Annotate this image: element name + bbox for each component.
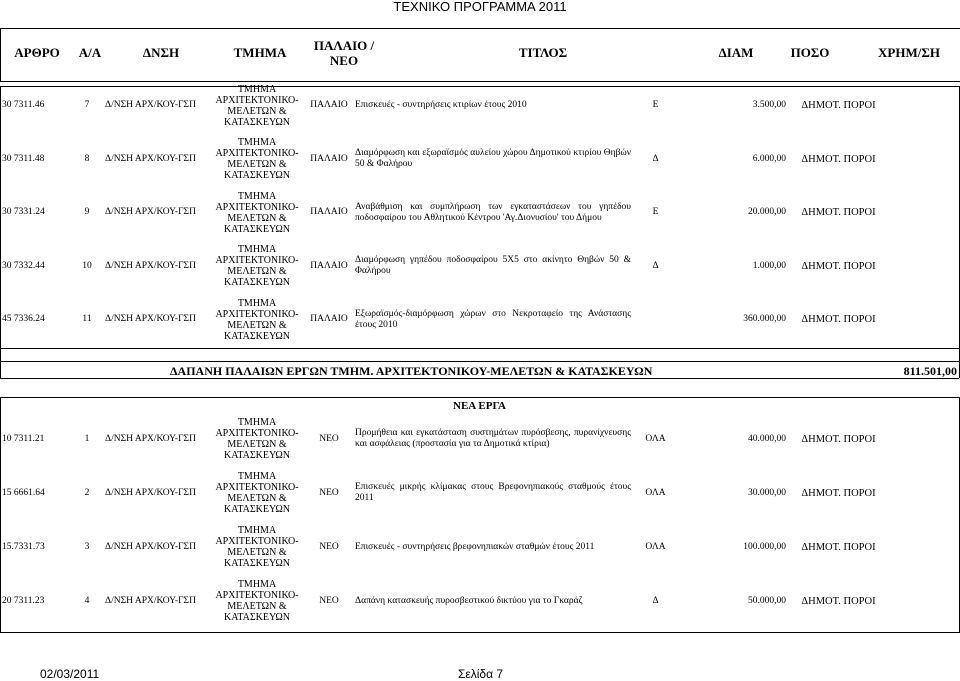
funding: ΔΗΜΟΤ. ΠΟΡΟΙ	[801, 314, 876, 326]
district: ΟΛΑ	[645, 541, 666, 552]
department-line: ΤΜΗΜΑ	[237, 525, 277, 536]
project-status: ΝΕΟ	[319, 433, 339, 444]
new-projects-table	[0, 412, 891, 628]
funding: ΔΗΜΟΤ. ΠΟΡΟΙ	[801, 541, 876, 553]
table-row	[0, 133, 891, 187]
department-line: ΚΑΤΑΣΚΕΥΩΝ	[223, 223, 290, 235]
department-line: ΚΑΤΑΣΚΕΥΩΝ	[223, 558, 290, 569]
amount: 3.500,00	[752, 100, 786, 111]
department-line: ΜΕΛΕΤΩΝ &	[227, 547, 287, 558]
department-line: ΜΕΛΕΤΩΝ &	[227, 105, 287, 117]
district: ΟΛΑ	[645, 433, 666, 444]
project-status: ΠΑΛΑΙΟ	[310, 314, 348, 325]
project-status: ΝΕΟ	[319, 487, 339, 498]
table-row	[0, 412, 891, 466]
funding: ΔΗΜΟΤ. ΠΟΡΟΙ	[801, 260, 876, 272]
row-number: 9	[84, 207, 90, 218]
department-line: ΑΡΧΙΤΕΚΤΟΝΙΚΟ-	[215, 201, 299, 213]
department	[211, 466, 303, 520]
amount: 6.000,00	[752, 153, 786, 164]
row-number: 11	[82, 314, 92, 325]
department-line: ΤΜΗΜΑ	[237, 417, 277, 428]
department-line: ΑΡΧΙΤΕΚΤΟΝΙΚΟ-	[215, 255, 299, 267]
total-label: ΔΑΠΑΝΗ ΠΑΛΑΙΩΝ ΕΡΓΩΝ ΤΜΗΜ. ΑΡΧΙΤΕΚΤΟΝΙΚΟΥ-ΜΕΛΕΤΩΝ & ΚΑΤΑΣΚΕΥΩΝ	[170, 364, 653, 378]
header-tmima: ΤΜΗΜΑ	[233, 45, 287, 60]
project-status: ΠΑΛΑΙΟ	[310, 100, 348, 111]
department-line: ΜΕΛΕΤΩΝ &	[227, 319, 287, 331]
directorate: Δ/ΝΣΗ ΑΡΧ/ΚΟΥ-ΓΣΠ	[105, 541, 196, 552]
directorate: Δ/ΝΣΗ ΑΡΧ/ΚΟΥ-ΓΣΠ	[105, 207, 196, 218]
project-status: ΝΕΟ	[319, 541, 339, 552]
department-line: ΤΜΗΜΑ	[237, 137, 277, 149]
amount: 30.000,00	[748, 487, 786, 498]
amount: 20.000,00	[748, 207, 786, 218]
department-line: ΑΡΧΙΤΕΚΤΟΝΙΚΟ-	[215, 536, 299, 547]
header-poso: ΠΟΣΟ	[790, 45, 830, 60]
total-separator-2	[0, 361, 959, 362]
old-projects-table	[0, 79, 891, 347]
district: Δ	[652, 260, 659, 271]
department-line: ΚΑΤΑΣΚΕΥΩΝ	[223, 450, 290, 461]
row-number: 1	[84, 433, 90, 444]
project-status: ΠΑΛΑΙΟ	[310, 153, 348, 164]
project-title: Προμήθεια και εγκατάσταση συστημάτων πυρόσβεσης, πυρανίχνευσης και ασφάλειας (προστασία για τα Δημοτικά κτίρια)	[355, 428, 631, 449]
article-code: 30 7311.46	[2, 100, 45, 111]
project-title: Διαμόρφωση γηπέδου ποδοσφαίρου 5Χ5 στο ακίνητο Θηβών 50 & Φαλήρου	[355, 255, 631, 277]
row-number: 8	[84, 153, 90, 164]
department-line: ΤΜΗΜΑ	[237, 297, 277, 309]
department-line: ΜΕΛΕΤΩΝ &	[227, 159, 287, 171]
directorate: Δ/ΝΣΗ ΑΡΧ/ΚΟΥ-ΓΣΠ	[105, 314, 196, 325]
project-title: Επισκευές - συντηρήσεις βρεφονηπιακών σταθμών έτους 2011	[355, 541, 595, 552]
department-line: ΚΑΤΑΣΚΕΥΩΝ	[223, 612, 290, 623]
department-line: ΤΜΗΜΑ	[237, 579, 277, 590]
total-bottom-line	[0, 378, 959, 379]
district: Δ	[652, 153, 659, 164]
article-code: 30 7331.24	[2, 207, 45, 218]
department-line: ΚΑΤΑΣΚΕΥΩΝ	[223, 330, 290, 342]
amount: 100.000,00	[743, 541, 786, 552]
funding: ΔΗΜΟΤ. ΠΟΡΟΙ	[801, 153, 876, 165]
district	[631, 293, 680, 347]
amount: 1.000,00	[752, 260, 786, 271]
header-palaio: ΠΑΛΑΙΟ /	[313, 38, 375, 53]
funding: ΔΗΜΟΤ. ΠΟΡΟΙ	[801, 100, 876, 112]
header-palaio-neo	[310, 38, 378, 68]
funding: ΔΗΜΟΤ. ΠΟΡΟΙ	[801, 487, 876, 499]
article-code: 30 7332.44	[2, 260, 45, 271]
project-title: Δαπάνη κατασκευής πυροσβεστικού δικτύου για το Γκαράζ	[355, 595, 583, 606]
project-status: ΝΕΟ	[319, 595, 339, 606]
project-title: Επισκευές μικρής κλίμακας στους Βρεφονηπιακούς σταθμούς έτους 2011	[355, 482, 631, 503]
directorate: Δ/ΝΣΗ ΑΡΧ/ΚΟΥ-ΓΣΠ	[105, 153, 196, 164]
project-status: ΠΑΛΑΙΟ	[310, 207, 348, 218]
row-number: 2	[84, 487, 90, 498]
department-line: ΑΡΧΙΤΕΚΤΟΝΙΚΟ-	[215, 308, 299, 320]
department-line: ΜΕΛΕΤΩΝ &	[227, 493, 287, 504]
department	[211, 133, 303, 187]
amount: 40.000,00	[748, 433, 786, 444]
header-arthro: ΑΡΘΡΟ	[14, 45, 60, 60]
table-row	[0, 574, 891, 628]
article-code: 15.7331.73	[2, 541, 45, 552]
amount: 50.000,00	[748, 595, 786, 606]
header-titlos: ΤΙΤΛΟΣ	[518, 45, 568, 60]
directorate: Δ/ΝΣΗ ΑΡΧ/ΚΟΥ-ΓΣΠ	[105, 433, 196, 444]
project-title: Αναβάθμιση και συμπλήρωση των εγκαταστάσεων του γηπέδου ποδοσφαίρου του Αθλητικού Κέντρου 'Αγ.Διονυσίου' του Δήμου	[355, 201, 631, 223]
department-line: ΑΡΧΙΤΕΚΤΟΝΙΚΟ-	[215, 148, 299, 160]
row-number: 4	[84, 595, 90, 606]
funding: ΔΗΜΟΤ. ΠΟΡΟΙ	[801, 595, 876, 607]
article-code: 30 7311.48	[2, 153, 45, 164]
row-number: 10	[82, 260, 92, 271]
header-dnsh: ΔΝΣΗ	[142, 45, 180, 60]
row-number: 3	[84, 541, 90, 552]
department-line: ΜΕΛΕΤΩΝ &	[227, 439, 287, 450]
department-line: ΤΜΗΜΑ	[237, 83, 277, 95]
department-line: ΑΡΧΙΤΕΚΤΟΝΙΚΟ-	[215, 482, 299, 493]
document-title: ΤΕΧΝΙΚΟ ΠΡΟΓΡΑΜΜΑ 2011	[393, 0, 567, 14]
header-xrim: ΧΡΗΜ/ΣΗ	[878, 45, 940, 60]
header-diam: ΔΙΑΜ	[718, 45, 754, 60]
article-code: 15 6661.64	[2, 487, 45, 498]
department	[211, 79, 303, 133]
table-row	[0, 186, 891, 240]
district: Ε	[652, 207, 659, 218]
amount: 360.000,00	[743, 314, 786, 325]
header-neo: ΝΕΟ	[329, 53, 359, 68]
department-line: ΜΕΛΕΤΩΝ &	[227, 601, 287, 612]
table-row	[0, 520, 891, 574]
funding: ΔΗΜΟΤ. ΠΟΡΟΙ	[801, 433, 876, 445]
department	[211, 574, 303, 628]
department-line: ΑΡΧΙΤΕΚΤΟΝΙΚΟ-	[215, 94, 299, 106]
department-line: ΑΡΧΙΤΕΚΤΟΝΙΚΟ-	[215, 590, 299, 601]
district: Δ	[652, 595, 659, 606]
total-value: 811.501,00	[903, 364, 957, 378]
header-aa: Α/Α	[78, 45, 102, 60]
department-line: ΚΑΤΑΣΚΕΥΩΝ	[223, 116, 290, 128]
directorate: Δ/ΝΣΗ ΑΡΧ/ΚΟΥ-ΓΣΠ	[105, 260, 196, 271]
project-title: Επισκευές - συντηρήσεις κτιρίων έτους 2010	[355, 100, 527, 111]
funding: ΔΗΜΟΤ. ΠΟΡΟΙ	[801, 207, 876, 219]
new-section-bottom	[0, 632, 959, 633]
department-line: ΚΑΤΑΣΚΕΥΩΝ	[223, 170, 290, 182]
article-code: 20 7311.23	[2, 595, 45, 606]
department-line: ΤΜΗΜΑ	[237, 190, 277, 202]
directorate: Δ/ΝΣΗ ΑΡΧ/ΚΟΥ-ΓΣΠ	[105, 487, 196, 498]
department-line: ΚΑΤΑΣΚΕΥΩΝ	[223, 277, 290, 289]
table-row	[0, 466, 891, 520]
department-line: ΜΕΛΕΤΩΝ &	[227, 212, 287, 224]
table-row	[0, 293, 891, 347]
table-row	[0, 240, 891, 294]
department-line: ΤΜΗΜΑ	[237, 244, 277, 256]
department-line: ΜΕΛΕΤΩΝ &	[227, 266, 287, 278]
table-row	[0, 79, 891, 133]
department-line: ΑΡΧΙΤΕΚΤΟΝΙΚΟ-	[215, 428, 299, 439]
article-code: 45 7336.24	[2, 314, 45, 325]
footer-date: 02/03/2011	[40, 667, 100, 681]
project-title: Διαμόρφωση και εξωραϊσμός αυλείου χώρου Δημοτικού κτιρίου Θηβών 50 & Φαλήρου	[355, 148, 631, 170]
department-line: ΚΑΤΑΣΚΕΥΩΝ	[223, 504, 290, 515]
department	[211, 240, 303, 294]
row-number: 7	[84, 100, 90, 111]
department	[211, 186, 303, 240]
department	[211, 412, 303, 466]
new-projects-title: ΝΕΑ ΕΡΓΑ	[453, 400, 506, 412]
directorate: Δ/ΝΣΗ ΑΡΧ/ΚΟΥ-ΓΣΠ	[105, 100, 196, 111]
district: Ε	[652, 100, 659, 111]
department-line: ΤΜΗΜΑ	[237, 471, 277, 482]
project-title: Εξωραϊσμός-διαμόρφωση χώρων στο Νεκροταφείο της Ανάστασης έτους 2010	[355, 308, 631, 330]
total-separator	[0, 348, 959, 349]
footer-page: Σελίδα 7	[458, 667, 504, 681]
department	[211, 293, 303, 347]
department	[211, 520, 303, 574]
project-status: ΠΑΛΑΙΟ	[310, 260, 348, 271]
district: ΟΛΑ	[645, 487, 666, 498]
article-code: 10 7311.21	[2, 433, 45, 444]
new-section-top	[0, 397, 959, 398]
directorate: Δ/ΝΣΗ ΑΡΧ/ΚΟΥ-ΓΣΠ	[105, 595, 196, 606]
